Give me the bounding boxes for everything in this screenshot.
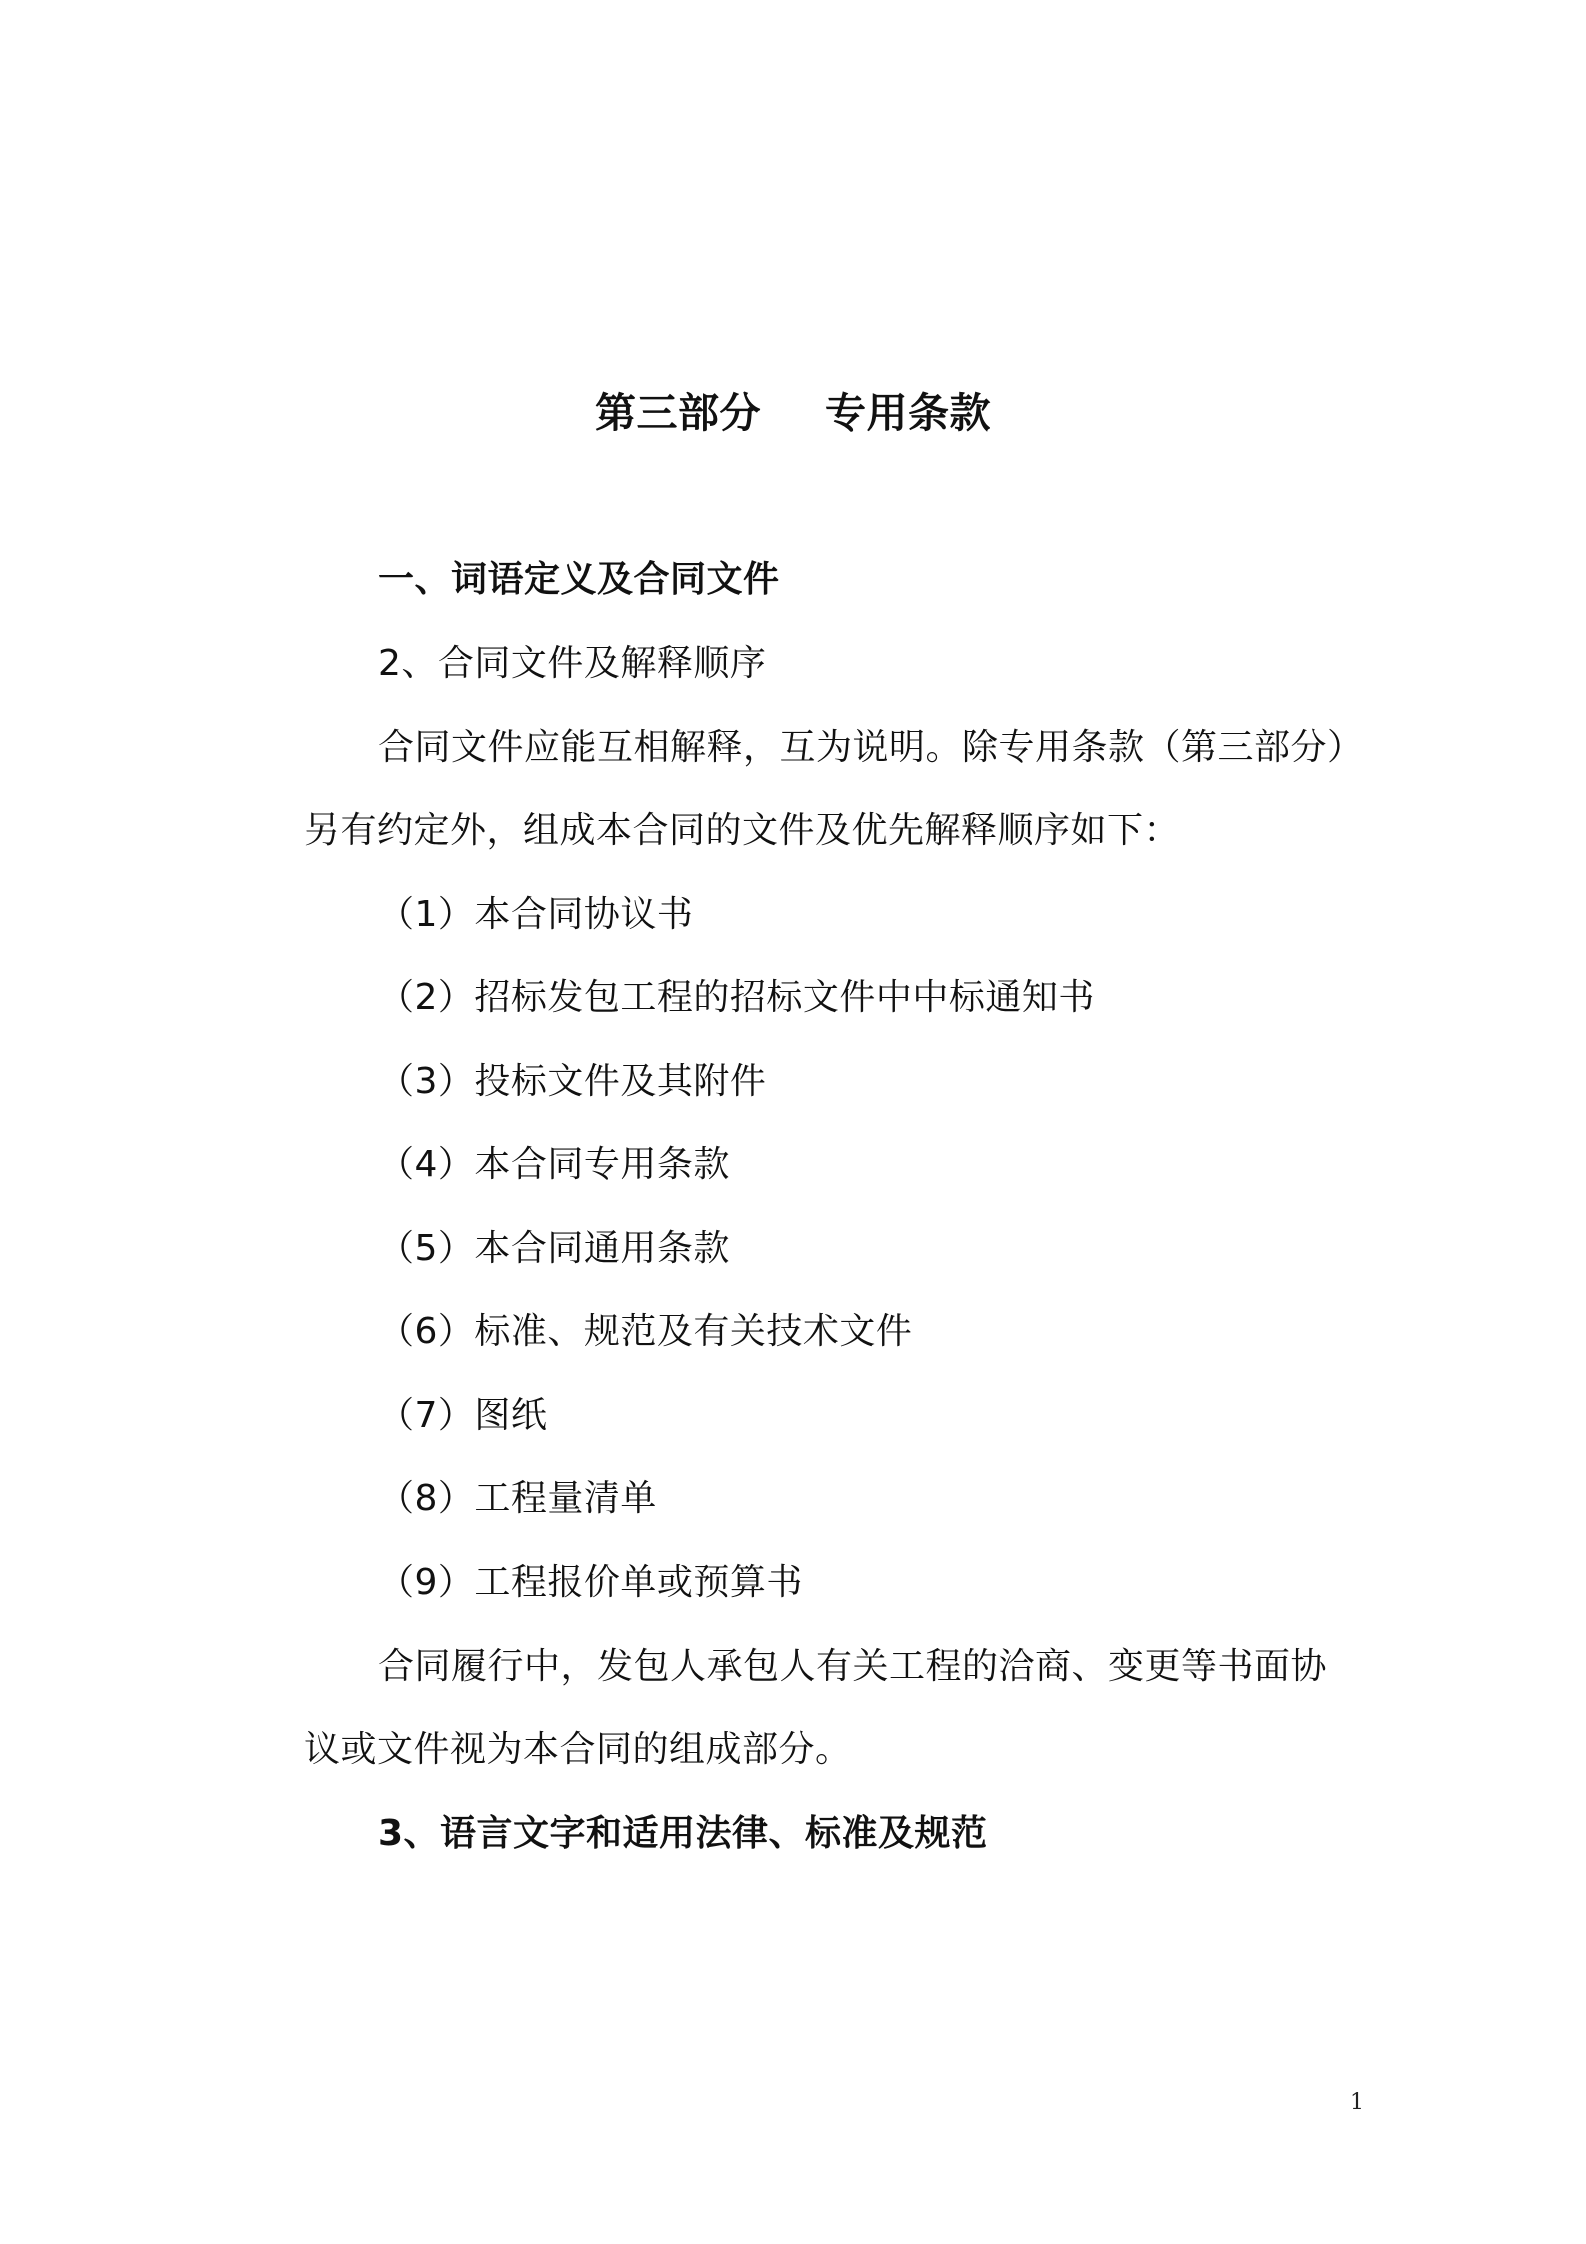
list-item: （4）本合同专用条款 xyxy=(378,1144,730,1185)
list-item: （5）本合同通用条款 xyxy=(378,1228,730,1269)
list-item: （3）投标文件及其附件 xyxy=(378,1061,767,1102)
clause-2-intro-line-2: 另有约定外，组成本合同的文件及优先解释顺序如下： xyxy=(304,810,1181,851)
page-title xyxy=(0,388,1586,438)
title-part: 第三部分 xyxy=(595,389,761,437)
list-item: （7）图纸 xyxy=(378,1395,548,1436)
title-name: 专用条款 xyxy=(825,389,991,437)
list-item: （8）工程量清单 xyxy=(378,1478,657,1519)
clause-2-heading: 2、合同文件及解释顺序 xyxy=(378,643,767,684)
list-item: （1）本合同协议书 xyxy=(378,894,694,935)
list-item: （2）招标发包工程的招标文件中中标通知书 xyxy=(378,977,1095,1018)
page-number: 1 xyxy=(1350,2090,1364,2115)
list-item: （6）标准、规范及有关技术文件 xyxy=(378,1311,913,1352)
clause-2-closing-line-1: 合同履行中，发包人承包人有关工程的洽商、变更等书面协 xyxy=(378,1646,1328,1687)
section-heading: 一、词语定义及合同文件 xyxy=(378,559,780,600)
clause-2-closing-line-2: 议或文件视为本合同的组成部分。 xyxy=(304,1729,852,1770)
clause-2-intro-line-1: 合同文件应能互相解释，互为说明。除专用条款（第三部分） xyxy=(378,727,1364,768)
list-item: （9）工程报价单或预算书 xyxy=(378,1562,803,1603)
clause-3-heading: 3、语言文字和适用法律、标准及规范 xyxy=(378,1813,988,1854)
